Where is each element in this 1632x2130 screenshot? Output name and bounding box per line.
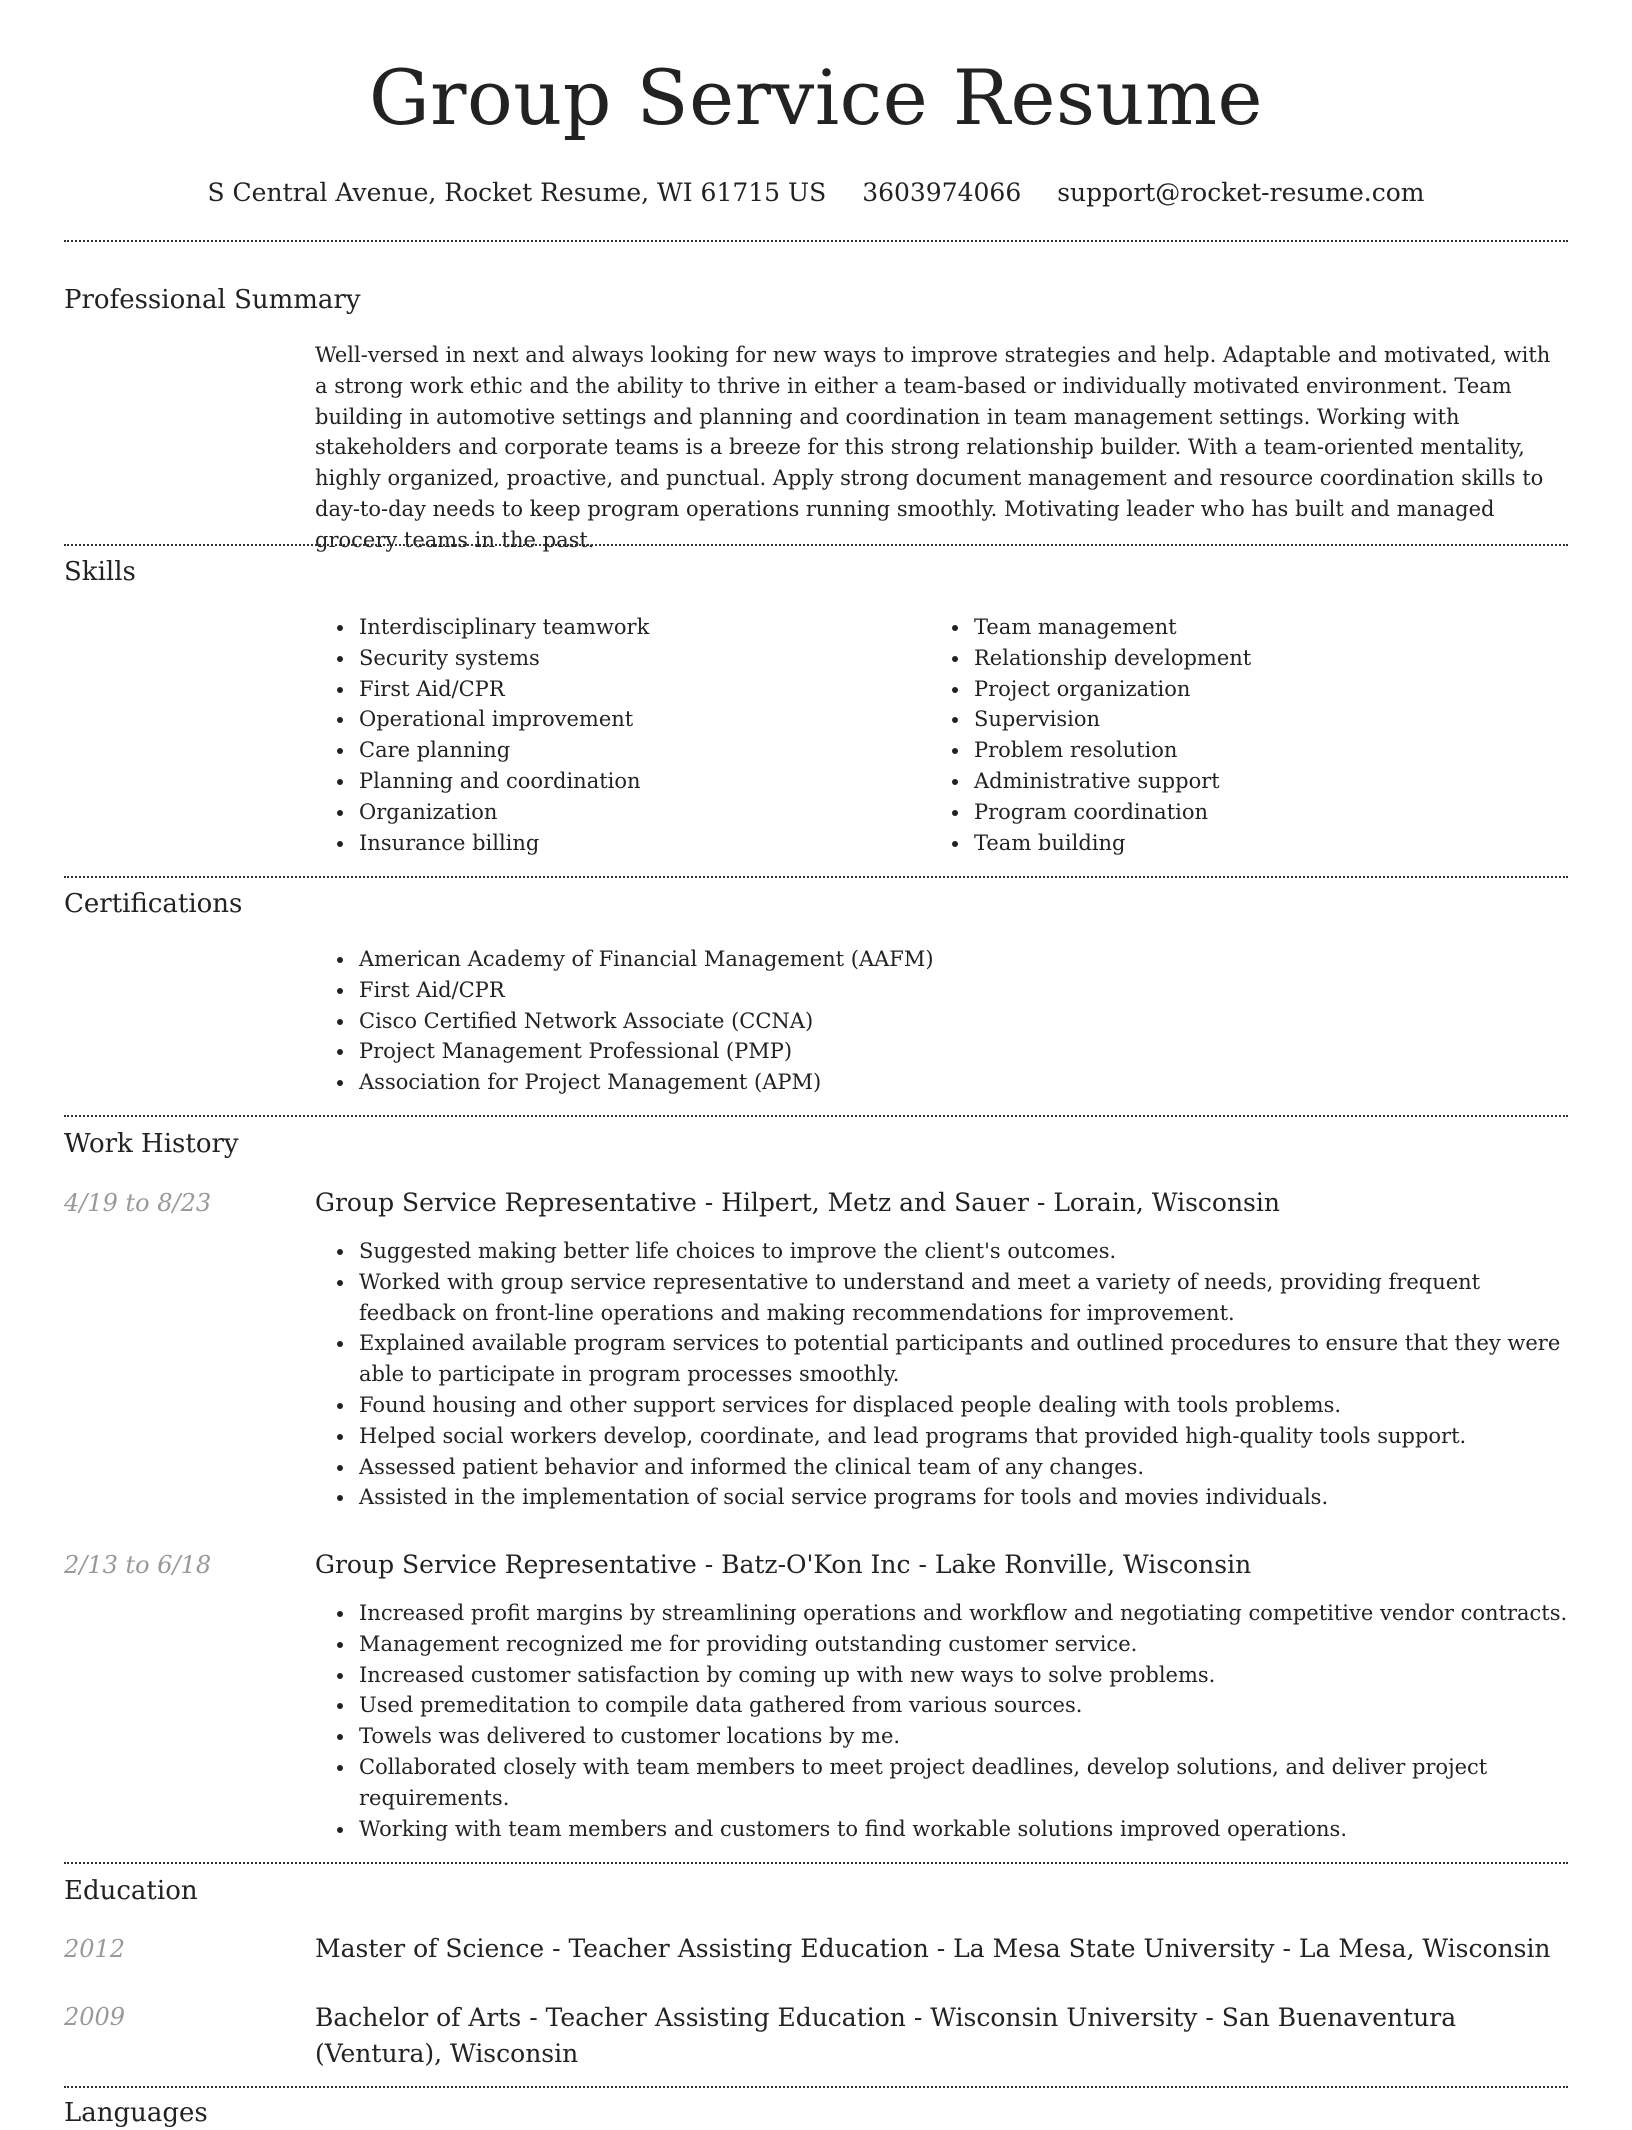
skill-item: Insurance billing — [359, 828, 930, 859]
job-duties-list — [315, 1236, 1568, 1513]
summary-text: Well-versed in next and always looking for new ways to improve strategies and help. Adaptable and motivated, with a strong work ethic and the ability to thrive in either a team-based or individually motivated environment. Team building in automotive settings and planning and coordination in team management settings. Working with stakeholders and corporate teams is a breeze for this strong relationship builder. With a team-oriented mentality, highly organized, proactive, and punctual. Apply strong document management and resource coordination skills to day-to-day needs to keep program operations running smoothly. Motivating leader who has built and managed grocery teams in the past. — [315, 343, 1551, 552]
work-heading: Work History — [64, 1129, 239, 1159]
certifications-list — [315, 944, 1568, 1098]
contact-phone: 3603974066 — [862, 178, 1022, 207]
education-title: Bachelor of Arts - Teacher Assisting Education - Wisconsin University - San Buenaventura (Ventura), Wisconsin — [315, 2003, 1457, 2068]
duty-item: Worked with group service representative to understand and meet a variety of needs, providing frequent feedback on front-line operations and making recommendations for improvement. — [359, 1267, 1568, 1329]
duty-item: Management recognized me for providing outstanding customer service. — [359, 1629, 1568, 1660]
duty-item: Increased profit margins by streamlining operations and workflow and negotiating competitive vendor contracts. — [359, 1598, 1568, 1629]
certifications-heading: Certifications — [64, 889, 243, 919]
skill-item: Planning and coordination — [359, 766, 930, 797]
certification-item: American Academy of Financial Management (AAFM) — [359, 944, 1568, 975]
skill-item: Organization — [359, 797, 930, 828]
skill-item: Interdisciplinary teamwork — [359, 612, 930, 643]
skill-item: Administrative support — [974, 766, 1568, 797]
job-duties — [315, 1236, 1568, 1513]
job-title: Group Service Representative - Batz-O'Kon Inc - Lake Ronville, Wisconsin — [315, 1550, 1252, 1579]
duty-item: Towels was delivered to customer locations by me. — [359, 1721, 1568, 1752]
contact-email: support@rocket-resume.com — [1057, 178, 1425, 207]
skill-item: Supervision — [974, 704, 1568, 735]
job-title: Group Service Representative - Hilpert, Metz and Sauer - Lorain, Wisconsin — [315, 1188, 1280, 1217]
skill-item: Program coordination — [974, 797, 1568, 828]
education-year: 2012 — [64, 1935, 126, 1963]
job-duties — [315, 1598, 1568, 1844]
section-divider — [64, 544, 1568, 546]
certifications-block — [315, 944, 1568, 1098]
education-year: 2009 — [64, 2003, 126, 2031]
certification-item: First Aid/CPR — [359, 975, 1568, 1006]
section-divider — [64, 1115, 1568, 1117]
skill-item: Operational improvement — [359, 704, 930, 735]
job-dates: 2/13 to 6/18 — [64, 1551, 212, 1579]
resume-page — [64, 0, 1568, 2128]
duty-item: Assisted in the implementation of social service programs for tools and movies individuals. — [359, 1482, 1568, 1513]
education-heading: Education — [64, 1876, 198, 1906]
skill-item: Care planning — [359, 735, 930, 766]
resume-title: Group Service Resume — [368, 53, 1264, 142]
section-divider — [64, 876, 1568, 878]
skills-right-list — [930, 612, 1568, 858]
skill-item: Relationship development — [974, 643, 1568, 674]
skill-item: First Aid/CPR — [359, 674, 930, 705]
skill-item: Team building — [974, 828, 1568, 859]
skill-item: Project organization — [974, 674, 1568, 705]
duty-item: Suggested making better life choices to improve the client's outcomes. — [359, 1236, 1568, 1267]
skills-left-column — [315, 612, 930, 858]
education-title: Master of Science - Teacher Assisting Education - La Mesa State University - La Mesa, Wisconsin — [315, 1934, 1551, 1963]
certification-item: Project Management Professional (PMP) — [359, 1036, 1568, 1067]
skill-item: Team management — [974, 612, 1568, 643]
duty-item: Assessed patient behavior and informed the clinical team of any changes. — [359, 1452, 1568, 1483]
skills-heading: Skills — [64, 557, 136, 587]
duty-item: Used premeditation to compile data gathered from various sources. — [359, 1690, 1568, 1721]
section-divider — [64, 2086, 1568, 2088]
summary-heading: Professional Summary — [64, 285, 361, 315]
duty-item: Helped social workers develop, coordinate, and lead programs that provided high-quality tools support. — [359, 1421, 1568, 1452]
skill-item: Problem resolution — [974, 735, 1568, 766]
duty-item: Found housing and other support services for displaced people dealing with tools problems. — [359, 1390, 1568, 1421]
languages-heading: Languages — [64, 2098, 208, 2128]
contact-line — [64, 176, 1568, 210]
duty-item: Working with team members and customers to find workable solutions improved operations. — [359, 1814, 1568, 1845]
section-divider — [64, 1862, 1568, 1864]
contact-address: S Central Avenue, Rocket Resume, WI 61715 US — [207, 178, 827, 207]
skills-right-column — [930, 612, 1568, 858]
skills-left-list — [315, 612, 930, 858]
section-divider — [64, 240, 1568, 242]
duty-item: Increased customer satisfaction by coming up with new ways to solve problems. — [359, 1660, 1568, 1691]
duty-item: Collaborated closely with team members to meet project deadlines, develop solutions, and deliver project requirements. — [359, 1752, 1568, 1814]
job-dates: 4/19 to 8/23 — [64, 1189, 212, 1217]
duty-item: Explained available program services to potential participants and outlined procedures to ensure that they were able to participate in program processes smoothly. — [359, 1328, 1568, 1390]
certification-item: Association for Project Management (APM) — [359, 1067, 1568, 1098]
certification-item: Cisco Certified Network Associate (CCNA) — [359, 1006, 1568, 1037]
skill-item: Security systems — [359, 643, 930, 674]
job-duties-list — [315, 1598, 1568, 1844]
